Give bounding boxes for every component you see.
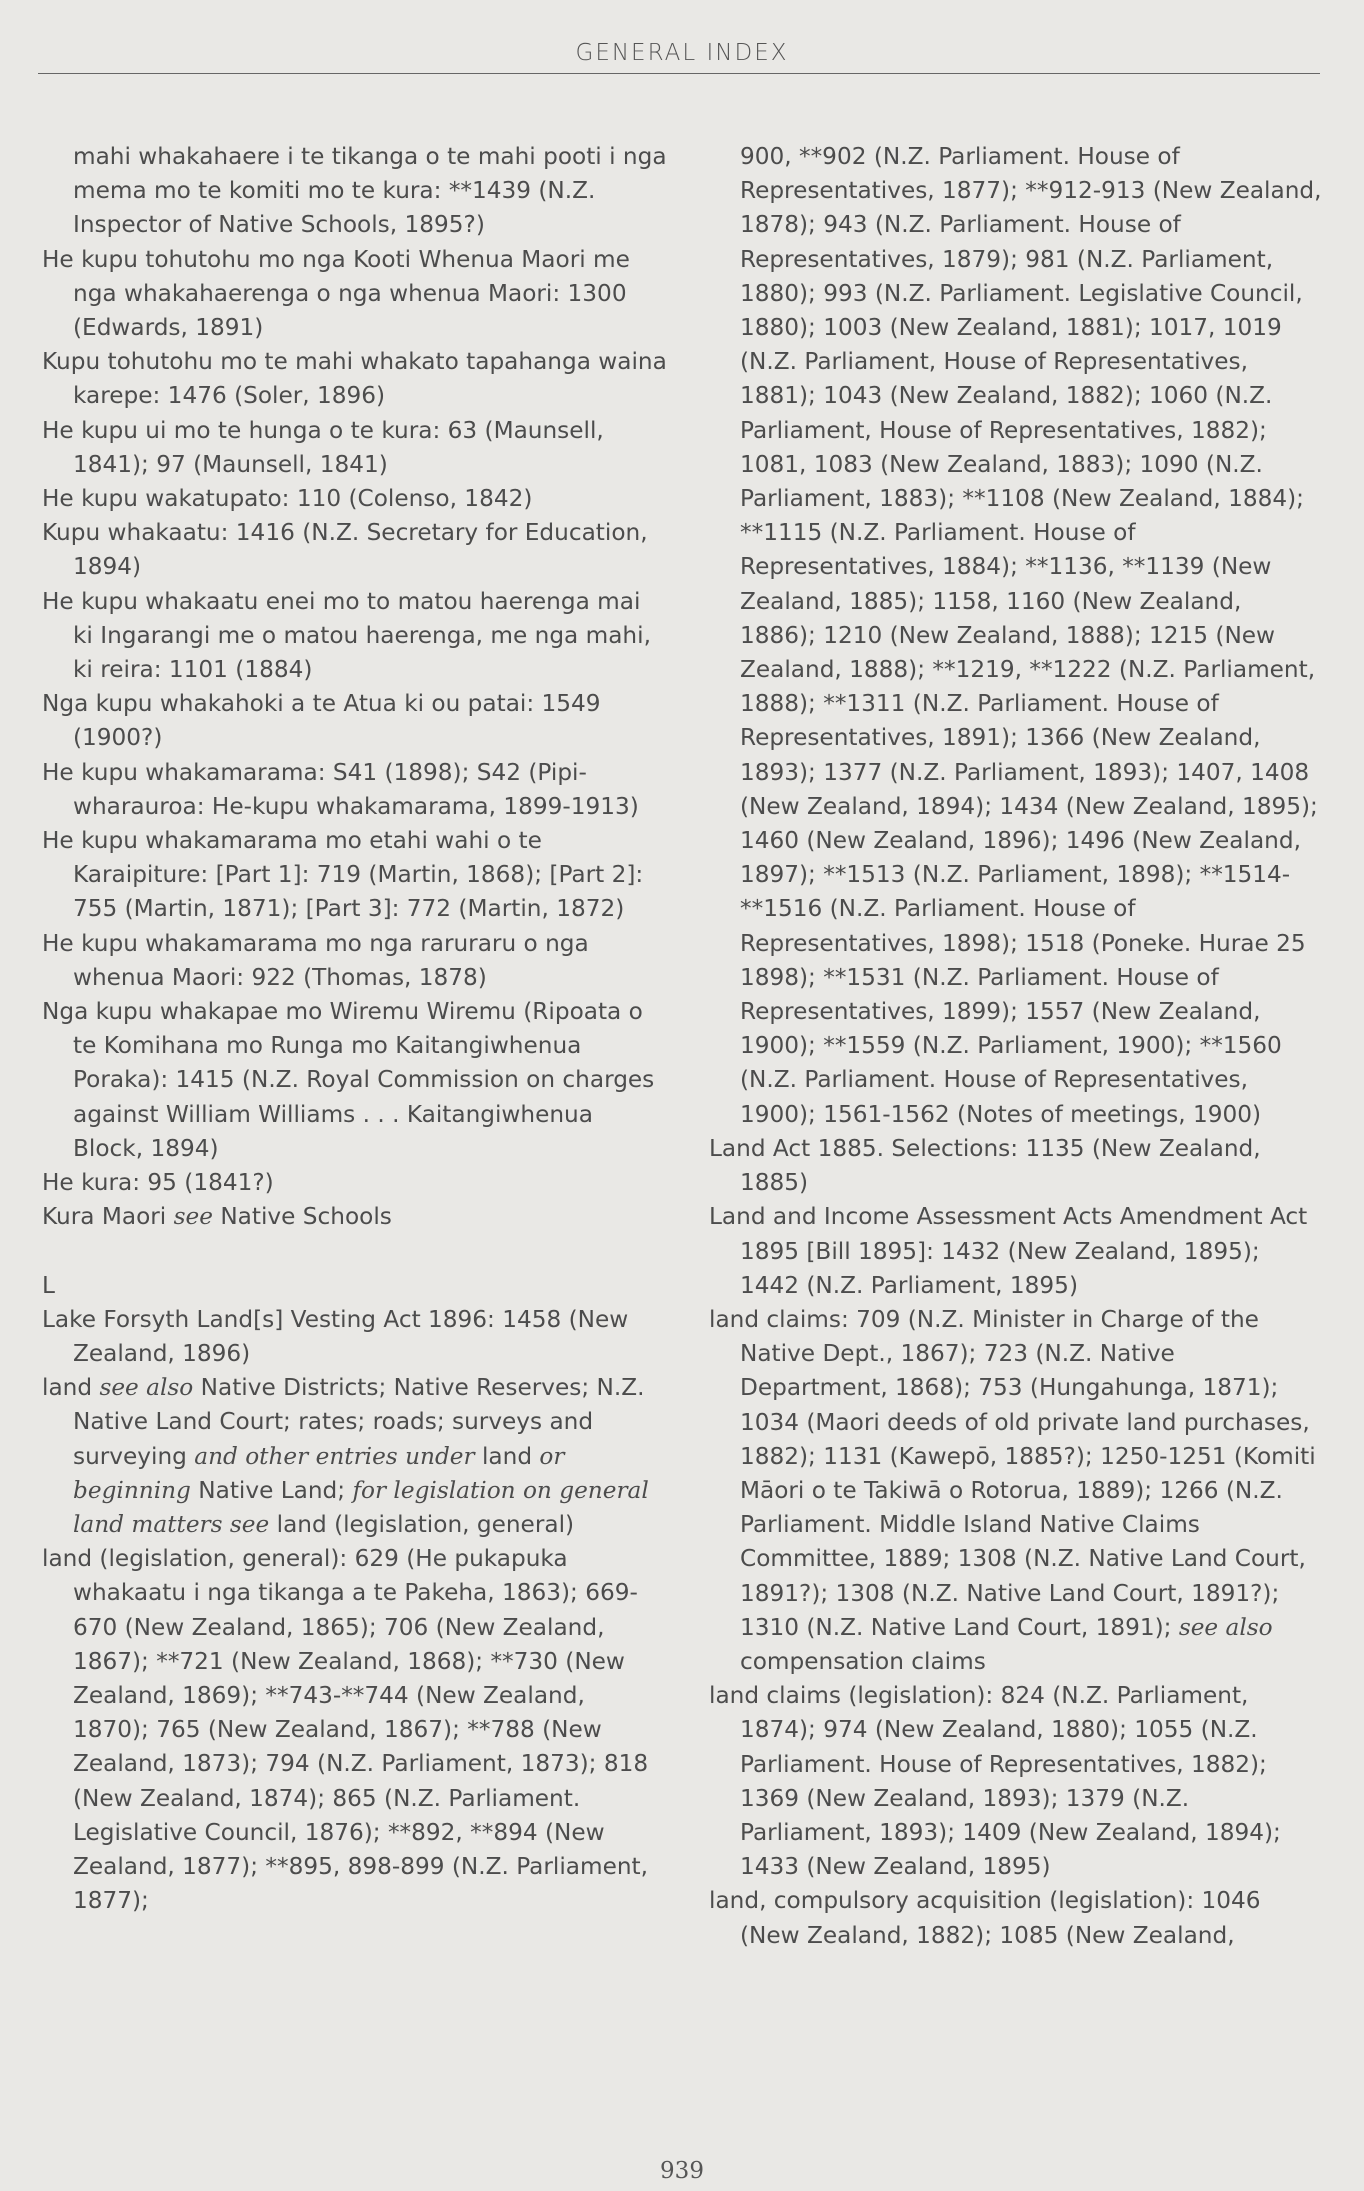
see-reference: see bbox=[173, 1203, 213, 1231]
index-entry: Nga kupu whakapae mo Wiremu Wiremu (Ripoata o te Komihana mo Runga mo Kaitangiwhenua Poraka): 1415 (N.Z. Royal Commission on charges against William Williams . . . Kaitangiwhenua Block, 1894) bbox=[42, 998, 655, 1162]
index-entry-continuation: 900, **902 (N.Z. Parliament. House of Representatives, 1877); **912-913 (New Zealand, 1878); 943 (N.Z. Parliament. House of Representatives, 1879); 981 (N.Z. Parliament, 1880); 993 (N.Z. Parliament. Legislative Council, 1880); 1003 (New Zealand, 1881); 1017, 1019 (N.Z. Parliament, House of Representatives, 1881); 1043 (New Zealand, 1882); 1060 (N.Z. Parliament, House of Representatives, 1882); 1081, 1083 (New Zealand, 1883); 1090 (N.Z. Parliament, 1883); **1108 (New Zealand, 1884); **1115 (N.Z. Parliament. House of Representatives, 1884); **1136, **1139 (New Zealand, 1885); 1158, 1160 (New Zealand, 1886); 1210 (New Zealand, 1888); 1215 (New Zealand, 1888); **1219, **1222 (N.Z. Parliament, 1888); **1311 (N.Z. Parliament. House of Representatives, 1891); 1366 (New Zealand, 1893); 1377 (N.Z. Parliament, 1893); 1407, 1408 (New Zealand, 1894); 1434 (New Zealand, 1895); 1460 (New Zealand, 1896); 1496 (New Zealand, 1897); **1513 (N.Z. Parliament, 1898); **1514-**1516 (N.Z. Parliament. House of Representatives, 1898); 1518 (Poneke. Hurae 25 1898); **1531 (N.Z. Parliament. House of Representatives, 1899); 1557 (New Zealand, 1900); **1559 (N.Z. Parliament, 1900); **1560 (N.Z. Parliament. House of Representatives, 1900); 1561-1562 (Notes of meetings, 1900) bbox=[740, 143, 1322, 1128]
index-entry-land-claims bbox=[709, 1303, 1324, 1679]
index-entry: Nga kupu whakahoki a te Atua ki ou patai: 1549 (1900?) bbox=[42, 690, 601, 752]
page-number: 939 bbox=[660, 2158, 704, 2184]
index-entry: Kupu whakaatu: 1416 (N.Z. Secretary for Education, 1894) bbox=[42, 519, 648, 581]
index-entry-kura-maori bbox=[42, 1200, 667, 1234]
entry-segment: Native Districts; Native Reserves; N.Z. Native Land Court; rates; roads; surveys and surveying bbox=[73, 1374, 645, 1470]
index-entry: Lake Forsyth Land[s] Vesting Act 1896: 1458 (New Zealand, 1896) bbox=[42, 1305, 629, 1367]
index-entry: He kupu whakamarama mo nga raruraru o nga whenua Maori: 922 (Thomas, 1878) bbox=[42, 929, 589, 991]
index-entry: land claims (legislation): 824 (N.Z. Parliament, 1874); 974 (New Zealand, 1880); 1055 (N.Z. Parliament. House of Representatives, 1882); 1369 (New Zealand, 1893); 1379 (N.Z. Parliament, 1893); 1409 (New Zealand, 1894); 1433 (New Zealand, 1895) bbox=[709, 1682, 1281, 1881]
entry-segment-italic: and other entries under bbox=[194, 1442, 475, 1470]
index-entry: Land Act 1885. Selections: 1135 (New Zealand, 1885) bbox=[709, 1134, 1261, 1197]
index-entry: He kupu ui mo te hunga o te kura: 63 (Maunsell, 1841); 97 (Maunsell, 1841) bbox=[42, 416, 604, 478]
entry-target: Native Schools bbox=[212, 1203, 392, 1231]
entry-segment: land claims: 709 (N.Z. Minister in Charge of the Native Dept., 1867); 723 (N.Z. Native Department, 1868); 753 (Hungahunga, 1871); 1034 (Maori deeds of old private land purchases, 1882); 1131 (Kawepō, 1885?); 1250-1251 (Komiti Māori o te Takiwā o Rotorua, 1889); 1266 (N.Z. Parliament. Middle Island Native Claims Committee, 1889; 1308 (N.Z. Native Land Court, 1891?); 1308 (N.Z. Native Land Court, 1891?); 1310 (N.Z. Native Land Court, 1891); bbox=[709, 1305, 1316, 1641]
entry-segment: Native Land; bbox=[190, 1476, 353, 1504]
section-letter: L bbox=[42, 1271, 55, 1299]
index-entry: He kupu whakaatu enei mo to matou haerenga mai ki Ingarangi me o matou haerenga, me nga mahi, ki reira: 1101 (1884) bbox=[42, 587, 651, 684]
index-entry: He kupu wakatupato: 110 (Colenso, 1842) bbox=[42, 485, 533, 513]
running-head: GENERAL INDEX bbox=[575, 40, 789, 66]
entry-segment: land bbox=[42, 1374, 100, 1402]
see-also-reference: see also bbox=[99, 1374, 194, 1402]
index-entry: He kupu whakamarama mo etahi wahi o te Karaipiture: [Part 1]: 719 (Martin, 1868); [Part 2]: 755 (Martin, 1871); [Part 3]: 772 (Martin, 1872) bbox=[42, 827, 644, 923]
entry-segment: land (legislation, general) bbox=[269, 1510, 575, 1538]
entry-head: Kura Maori bbox=[42, 1203, 174, 1231]
index-entry: He kupu whakamarama: S41 (1898); S42 (Pipi-wharauroa: He-kupu whakamarama, 1899-1913) bbox=[42, 758, 639, 820]
index-entry: Land and Income Assessment Acts Amendment Act 1895 [Bill 1895]: 1432 (New Zealand, 1895); 1442 (N.Z. Parliament, 1895) bbox=[709, 1203, 1308, 1299]
entry-segment-italic: or beginning bbox=[73, 1442, 565, 1504]
entry-segment: land bbox=[474, 1442, 540, 1470]
index-entry-continuation: mahi whakahaere i te tikanga o te mahi pooti i nga mema mo te komiti mo te kura: **1439 (N.Z. Inspector of Native Schools, 1895?) bbox=[73, 143, 667, 239]
right-column bbox=[709, 140, 1324, 1953]
left-column bbox=[42, 140, 667, 1918]
index-entry: He kura: 95 (1841?) bbox=[42, 1169, 274, 1197]
index-entry-land-see-also bbox=[42, 1371, 667, 1542]
index-entry: He kupu tohutohu mo nga Kooti Whenua Maori me nga whakahaerenga o nga whenua Maori: 1300 (Edwards, 1891) bbox=[42, 245, 630, 342]
index-entry: land, compulsory acquisition (legislation): 1046 (New Zealand, 1882); 1085 (New Zealand, bbox=[709, 1887, 1261, 1949]
header-rule bbox=[38, 73, 1320, 74]
entry-target: compensation claims bbox=[740, 1647, 986, 1675]
see-also-reference: see also bbox=[1178, 1613, 1273, 1641]
index-entry: land (legislation, general): 629 (He pukapuka whakaatu i nga tikanga a te Pakeha, 1863); 669-670 (New Zealand, 1865); 706 (New Zealand, 1867); **721 (New Zealand, 1868); **730 (New Zealand, 1869); **743-**744 (New Zealand, 1870); 765 (New Zealand, 1867); **788 (New Zealand, 1873); 794 (N.Z. Parliament, 1873); 818 (New Zealand, 1874); 865 (N.Z. Parliament. Legislative Council, 1876); **892, **894 (New Zealand, 1877); **895, 898-899 (N.Z. Parliament, 1877); bbox=[42, 1545, 649, 1915]
entry-segment-italic: for legislation on general land matters see bbox=[73, 1476, 649, 1538]
index-entry: Kupu tohutohu mo te mahi whakato tapahanga waina karepe: 1476 (Soler, 1896) bbox=[42, 348, 667, 410]
